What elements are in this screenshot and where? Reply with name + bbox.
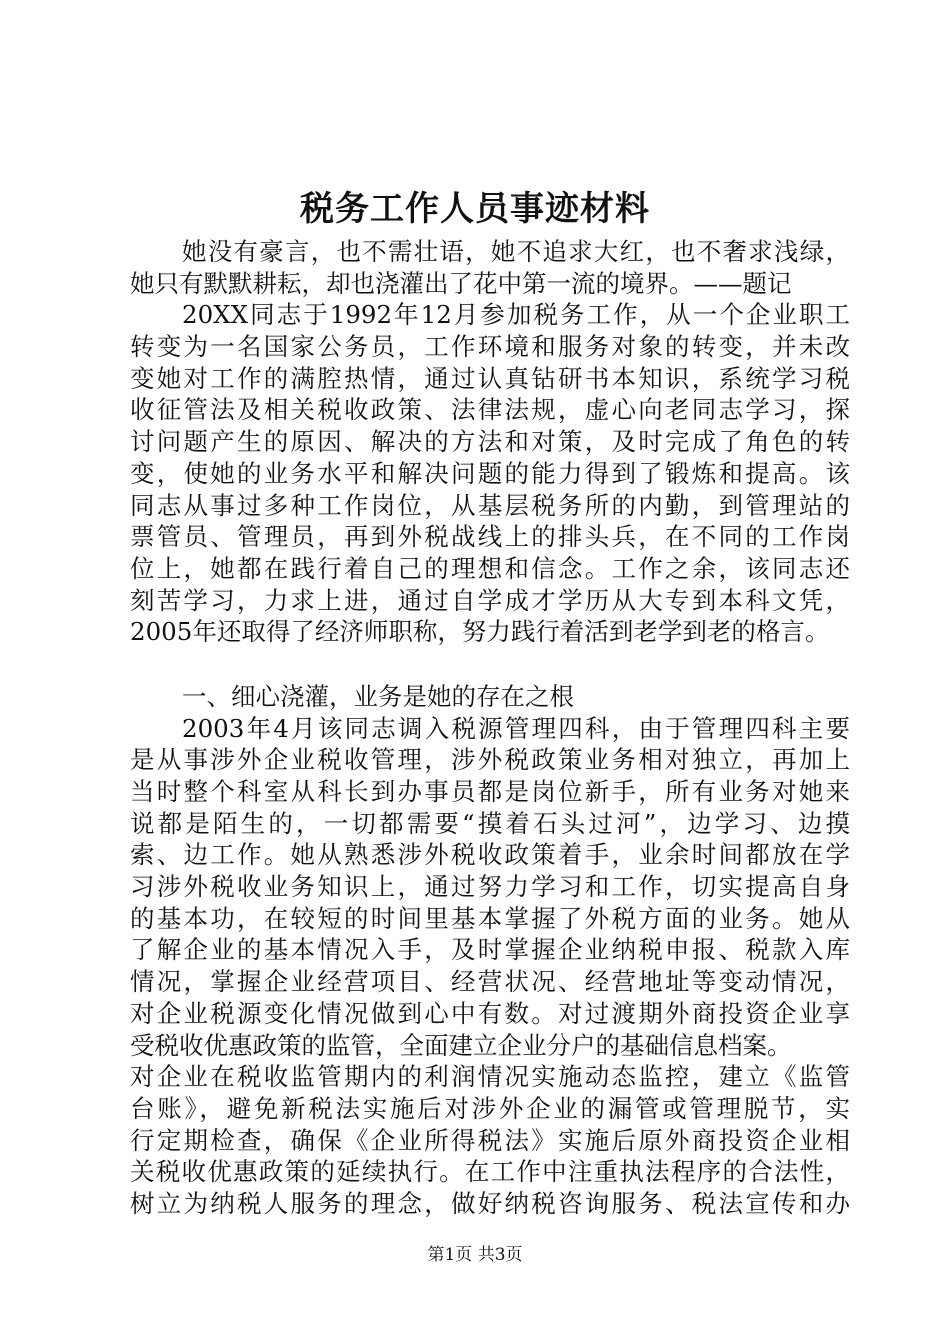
text-line: 是从事涉外企业税收管理，涉外税政策业务相对独立，再加上 [130,745,850,775]
text-line: 变她对工作的满腔热情，通过认真钻研书本知识，系统学习税 [130,363,850,393]
text-line: 当时整个科室从科长到办事员都是岗位新手，所有业务对她来 [130,777,850,806]
text-line: 刻苦学习，力求上进，通过自学成才学历从大专到本科文凭， [130,585,850,615]
text-line: 2005年还取得了经济师职称，努力践行着活到老学到老的格言。 [130,617,830,647]
text-line: 20XX同志于1992年12月参加税务工作，从一个企业职工 [182,300,850,330]
text-line: 台账》，避免新税法实施后对涉外企业的漏管或管理脱节，实 [130,1093,850,1123]
text-line: 对企业税源变化情况做到心中有数。对过渡期外商投资企业享 [130,998,850,1028]
text-line: 同志从事过多种工作岗位，从基层税务所的内勤，到管理站的 [130,490,850,520]
text-line: 她没有豪言，也不需壮语，她不追求大红，也不奢求浅绿， [182,237,850,266]
text-line: 习涉外税收业务知识上，通过努力学习和工作，切实提高自身 [130,872,850,902]
text-line: 行定期检查，确保《企业所得税法》实施后原外商投资企业相 [130,1125,850,1155]
text-line: 关税收优惠政策的延续执行。在工作中注重执法程序的合法性， [130,1157,850,1187]
text-line: 票管员、管理员，再到外税战线上的排头兵，在不同的工作岗 [130,522,850,552]
page-footer: 第1页 共3页 [427,1245,523,1265]
text-line: 2003年4月该同志调入税源管理四科，由于管理四科主要 [182,713,850,743]
paragraph-gap [130,648,850,681]
text-line: 情况，掌握企业经营项目、经营状况、经营地址等变动情况， [130,967,850,997]
section-heading: 一、细心浇灌，业务是她的存在之根 [182,681,574,711]
document-body [130,236,850,1220]
text-line: 的基本功，在较短的时间里基本掌握了外税方面的业务。她从 [130,903,850,933]
text-line: 收征管法及相关税收政策、法律法规，虚心向老同志学习，探 [130,395,850,425]
text-line: 对企业在税收监管期内的利润情况实施动态监控，建立《监管 [130,1062,850,1092]
document-title: 税务工作人员事迹材料 [300,189,650,229]
text-line: 变，使她的业务水平和解决问题的能力得到了锻炼和提高。该 [130,458,850,488]
text-line: 索、边工作。她从熟悉涉外税收政策着手，业余时间都放在学 [130,840,850,870]
text-line: 受税收优惠政策的监管，全面建立企业分户的基础信息档案。 [130,1030,792,1060]
text-line: 转变为一名国家公务员，工作环境和服务对象的转变，并未改 [130,332,850,362]
text-line: 树立为纳税人服务的理念，做好纳税咨询服务、税法宣传和办 [130,1188,850,1218]
text-line: 了解企业的基本情况入手，及时掌握企业纳税申报、税款入库 [130,935,850,965]
text-line: 她只有默默耕耘，却也浇灌出了花中第一流的境界。——题记 [130,268,792,298]
text-line: 说都是陌生的，一切都需要“摸着石头过河”，边学习、边摸 [130,808,850,838]
text-line: 讨问题产生的原因、解决的方法和对策，及时完成了角色的转 [130,427,850,457]
text-line: 位上，她都在践行着自己的理想和信念。工作之余，该同志还 [130,553,850,583]
